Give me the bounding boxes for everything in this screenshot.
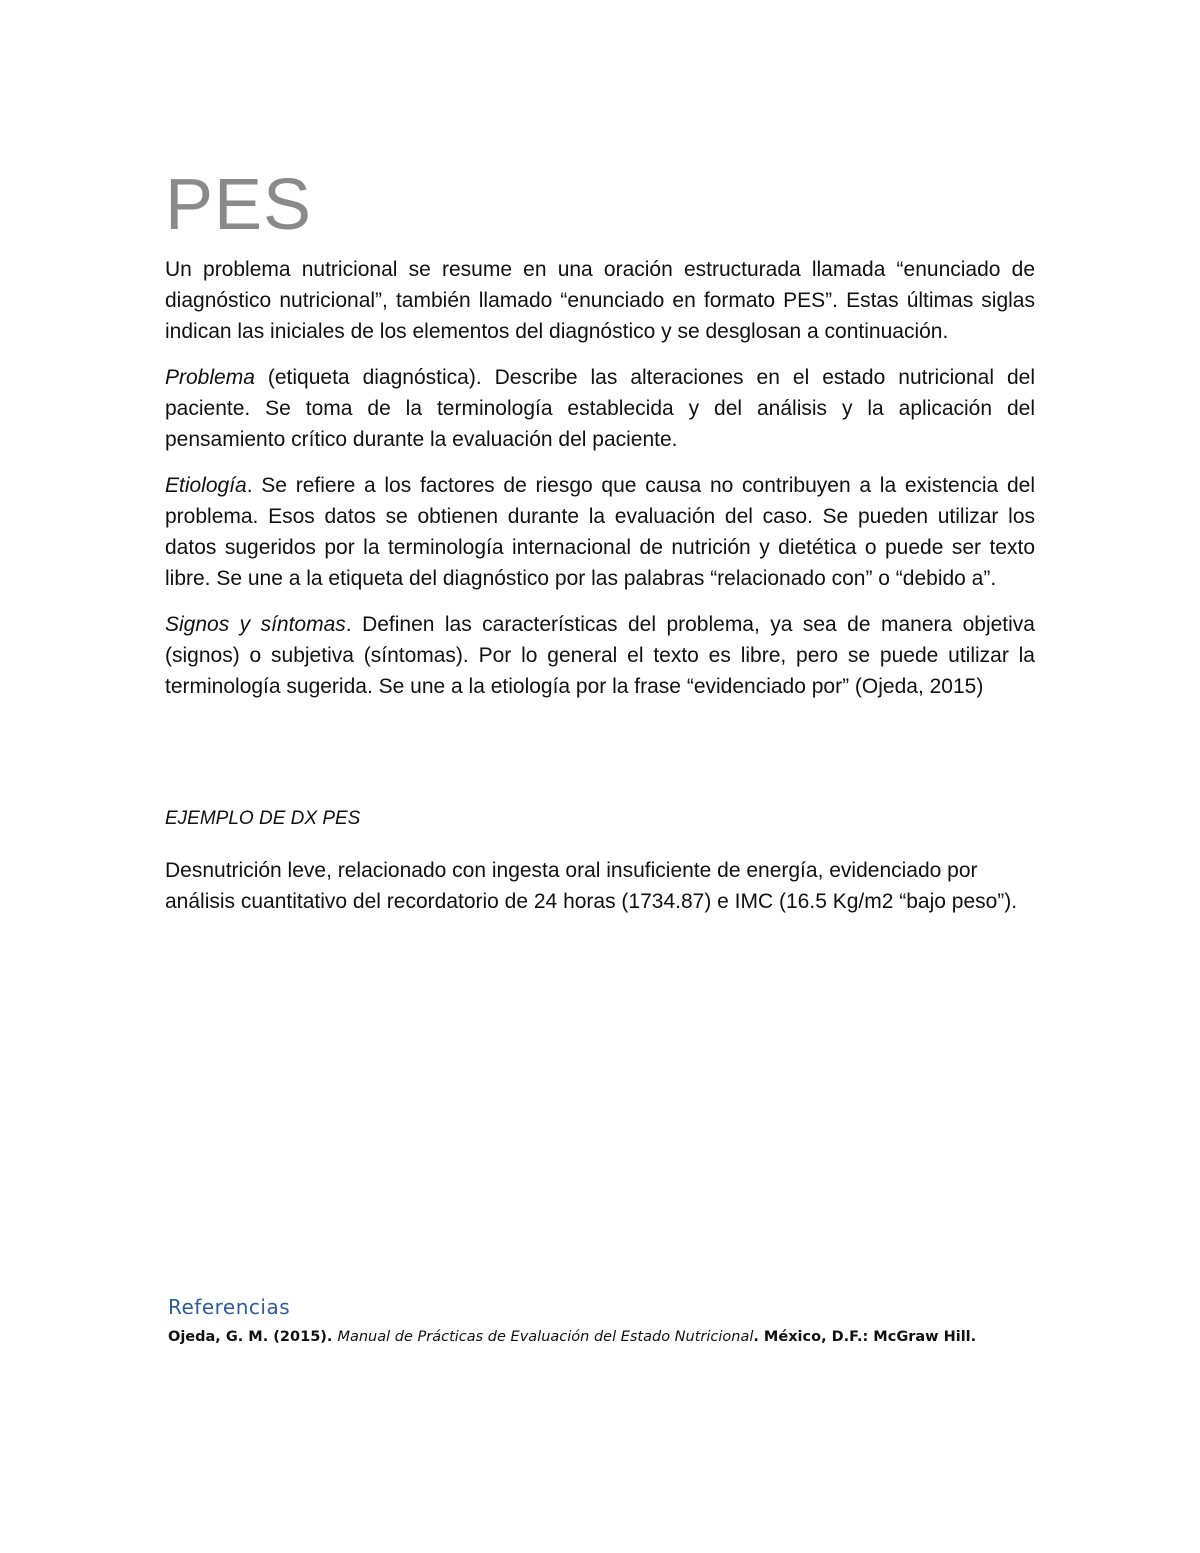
references-section (168, 1292, 1048, 1348)
reference-entry (168, 1326, 1048, 1348)
page-title: PES (165, 165, 313, 245)
problem-term: Problema (165, 366, 255, 389)
etiology-paragraph (165, 470, 1035, 594)
problem-text: (etiqueta diagnóstica). Describe las alteraciones en el estado nutricional del paciente. Se toma de la terminología establecida y del análisis y la aplicación del pensamiento crítico durante la evaluación del paciente. (165, 366, 1035, 451)
document-body (165, 160, 1035, 917)
signs-symptoms-text: . Definen las características del problema, ya sea de manera objetiva (signos) o subjetiva (síntomas). Por lo general el texto es libre, pero se puede utilizar la terminología sugerida. Se une a la etiología por la frase “evidenciado por” (Ojeda, 2015) (165, 613, 1035, 698)
etiology-text: . Se refiere a los factores de riesgo que causa no contribuyen a la existencia del problema. Esos datos se obtienen durante la evaluación del caso. Se pueden utilizar los datos sugeridos por la terminología internacional de nutrición y dietética o puede ser texto libre. Se une a la etiqueta del diagnóstico por las palabras “relacionado con” o “debido a”. (165, 474, 1035, 590)
signs-symptoms-paragraph (165, 609, 1035, 702)
reference-author: Ojeda, G. M. (2015). (168, 1329, 338, 1345)
example-text: Desnutrición leve, relacionado con ingesta oral insuficiente de energía, evidenciado por análisis cuantitativo del recordatorio de 24 horas (1734.87) e IMC (16.5 Kg/m2 “bajo peso”). (165, 859, 1018, 913)
problem-paragraph (165, 362, 1035, 455)
example-heading: EJEMPLO DE DX PES (165, 808, 361, 829)
signs-symptoms-term: Signos y síntomas (165, 613, 346, 636)
reference-title: Manual de Prácticas de Evaluación del Estado Nutricional (337, 1329, 754, 1345)
reference-publisher: . México, D.F.: McGraw Hill. (753, 1329, 977, 1345)
intro-paragraph: Un problema nutricional se resume en una oración estructurada llamada “enunciado de diagnóstico nutricional”, también llamado “enunciado en formato PES”. Estas últimas siglas indican las iniciales de los elementos del diagnóstico y se desglosan a continuación. (165, 258, 1035, 343)
etiology-term: Etiología (165, 474, 247, 497)
references-heading: Referencias (168, 1295, 291, 1319)
